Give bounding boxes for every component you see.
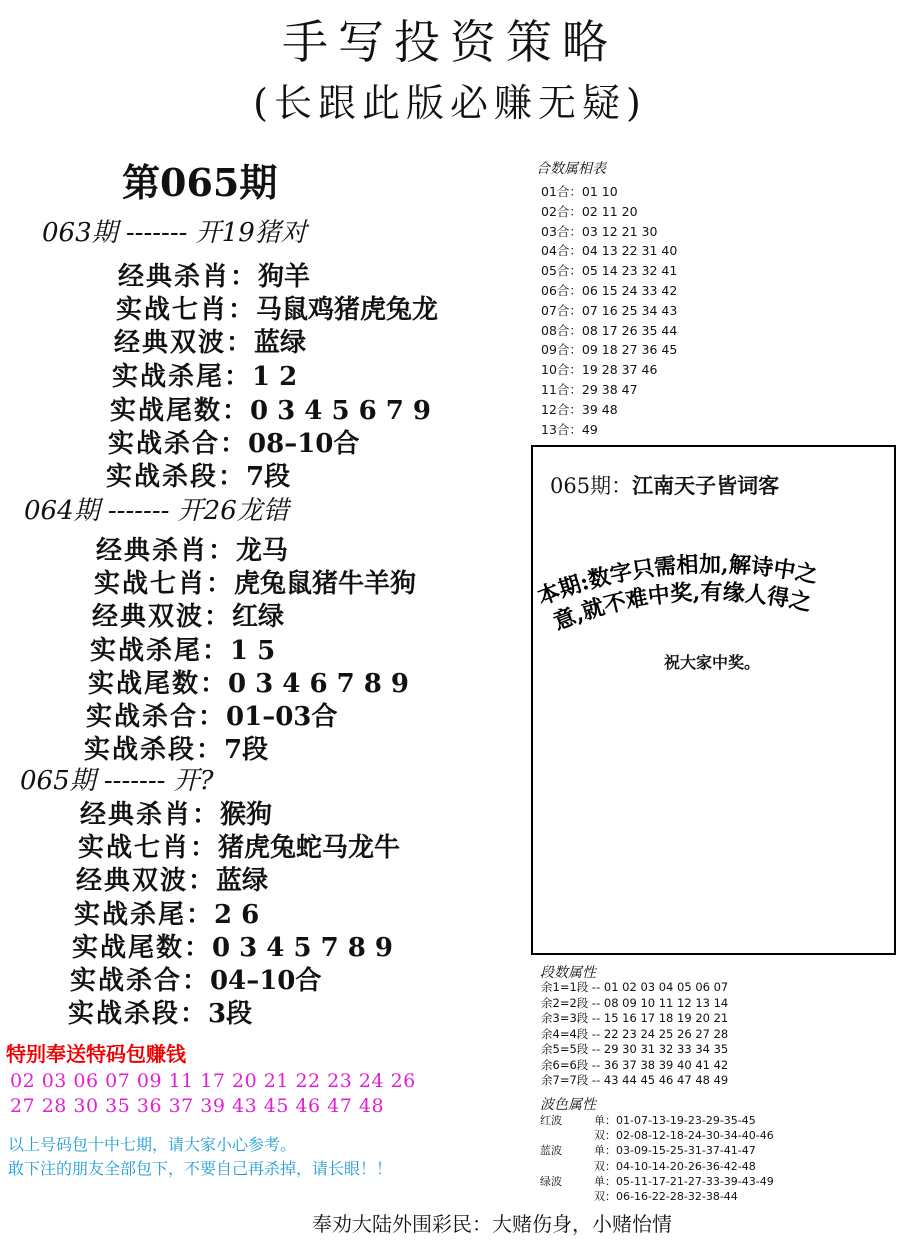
duanshu-table — [541, 980, 728, 1089]
bose-row: 红波 单：01-07-13-19-23-29-35-45 — [540, 1114, 756, 1127]
heshu-row: 06合：06 15 24 33 42 — [541, 282, 678, 298]
period-063-row: 实战杀尾：1 2 — [112, 362, 298, 392]
period-064-row: 实战七肖：虎兔鼠猪牛羊狗 — [94, 569, 417, 599]
bose-table — [540, 1113, 774, 1204]
duanshu-row: 余1=1段 -- 01 02 03 04 05 06 07 — [541, 980, 729, 994]
period-063-row: 实战尾数：0 3 4 5 6 7 9 — [110, 396, 431, 426]
bose-row: 双：04-10-14-20-26-36-42-48 — [594, 1159, 756, 1173]
period-065-row: 实战尾数：0 3 4 5 7 8 9 — [72, 933, 393, 963]
heshu-row: 13合：49 — [541, 421, 598, 437]
special-title: 特别奉送特码包赚钱 — [6, 1042, 186, 1066]
heshu-row: 01合：01 10 — [541, 184, 618, 199]
heshu-row: 10合：19 28 37 46 — [541, 362, 658, 378]
period-065-row: 经典双波：蓝绿 — [76, 866, 269, 896]
period-063-row: 实战七肖：马鼠鸡猪虎兔龙 — [116, 295, 439, 325]
period-064-row: 实战杀尾：1 5 — [90, 636, 276, 666]
special-numbers-line2: 27 28 30 35 36 37 39 43 45 46 47 48 — [10, 1095, 385, 1117]
period-063-row: 实战杀合：08–10合 — [108, 429, 360, 459]
period-065-row: 经典杀肖：猴狗 — [80, 800, 273, 830]
period-063-row: 经典杀肖：狗羊 — [118, 262, 311, 292]
period-064-row: 实战尾数：0 3 4 6 7 8 9 — [88, 669, 409, 699]
duanshu-row: 余5=5段 -- 29 30 31 32 33 34 35 — [541, 1042, 729, 1056]
special-numbers-line1: 02 03 06 07 09 11 17 20 21 22 23 24 26 — [10, 1070, 416, 1092]
page-subtitle: (长跟此版必赚无疑) — [253, 81, 647, 125]
arc-line-1: 本期:数字只需相加,解诗中之 — [533, 551, 820, 611]
bose-row: 绿波 单：05-11-17-21-27-33-39-43-49 — [540, 1174, 774, 1188]
duanshu-row: 余6=6段 -- 36 37 38 39 40 41 42 — [541, 1057, 729, 1072]
bose-title: 波色属性 — [540, 1097, 596, 1113]
wish-text: 祝大家中奖。 — [664, 653, 761, 672]
period-063-row: 经典双波：蓝绿 — [114, 328, 307, 358]
bose-row: 双：06-16-22-28-32-38-44 — [594, 1190, 738, 1204]
heshu-title: 合数属相表 — [536, 161, 606, 177]
poem-heading — [550, 470, 779, 500]
heshu-row: 03合：03 12 21 30 — [541, 223, 658, 239]
heshu-row: 09合：09 18 27 36 45 — [541, 342, 678, 358]
period-065-row: 实战杀合：04–10合 — [70, 966, 322, 996]
heshu-row: 12合：39 48 — [541, 401, 618, 417]
heshu-table — [541, 182, 677, 439]
duanshu-row: 余2=2段 -- 08 09 10 11 12 13 14 — [541, 995, 729, 1010]
bose-row: 双：02-08-12-18-24-30-34-40-46 — [594, 1129, 774, 1143]
period-064-row: 经典双波：红绿 — [92, 602, 285, 632]
period-064-row: 经典杀肖：龙马 — [96, 536, 289, 566]
heshu-row: 02合：02 11 20 — [541, 203, 638, 219]
page-title: 手写投资策略 — [282, 15, 618, 69]
heshu-row: 07合：07 16 25 34 43 — [541, 302, 678, 318]
footer-text: 奉劝大陆外围彩民：大赌伤身，小赌怡情 — [312, 1212, 672, 1236]
poem-box — [531, 445, 896, 955]
issue-label: 第065期 — [122, 160, 278, 205]
heshu-row: 11合：29 38 47 — [541, 381, 638, 397]
duanshu-row: 余4=4段 -- 22 23 24 25 26 27 28 — [541, 1026, 729, 1041]
period-065-head: 065期 ------- 开? — [20, 766, 214, 796]
heshu-row: 08合：08 17 26 35 44 — [541, 322, 678, 338]
period-064-row: 实战杀段：7段 — [84, 735, 269, 765]
arc-text-svg — [531, 530, 896, 650]
poem-issue: 065期： — [550, 474, 633, 498]
bose-row: 蓝波 单：03-09-15-25-31-37-41-47 — [540, 1144, 756, 1158]
period-063-head: 063期 ------- 开19猪对 — [42, 218, 307, 248]
duanshu-title: 段数属性 — [540, 965, 596, 981]
special-note-1: 以上号码包十中七期，请大家小心参考。 — [8, 1135, 297, 1154]
period-065-row: 实战杀尾：2 6 — [74, 900, 260, 930]
period-065-row: 实战杀段：3段 — [68, 999, 253, 1029]
poem-text: 江南天子皆词客 — [632, 473, 780, 498]
period-064-row: 实战杀合：01–03合 — [86, 702, 338, 732]
period-064-head: 064期 ------- 开26龙错 — [24, 496, 289, 526]
period-063-row: 实战杀段：7段 — [106, 462, 291, 492]
duanshu-row: 余3=3段 -- 15 16 17 18 19 20 21 — [541, 1011, 729, 1025]
arc-line-2: 意,就不难中奖,有缘人得之 — [549, 579, 814, 636]
heshu-row: 04合：04 13 22 31 40 — [541, 243, 678, 259]
heshu-row: 05合：05 14 23 32 41 — [541, 263, 678, 279]
period-065-row: 实战七肖：猪虎兔蛇马龙牛 — [78, 833, 401, 863]
duanshu-row: 余7=7段 -- 43 44 45 46 47 48 49 — [541, 1073, 729, 1087]
special-note-2: 敢下注的朋友全部包下，不要自己再杀掉，请长眼！！ — [8, 1159, 393, 1178]
